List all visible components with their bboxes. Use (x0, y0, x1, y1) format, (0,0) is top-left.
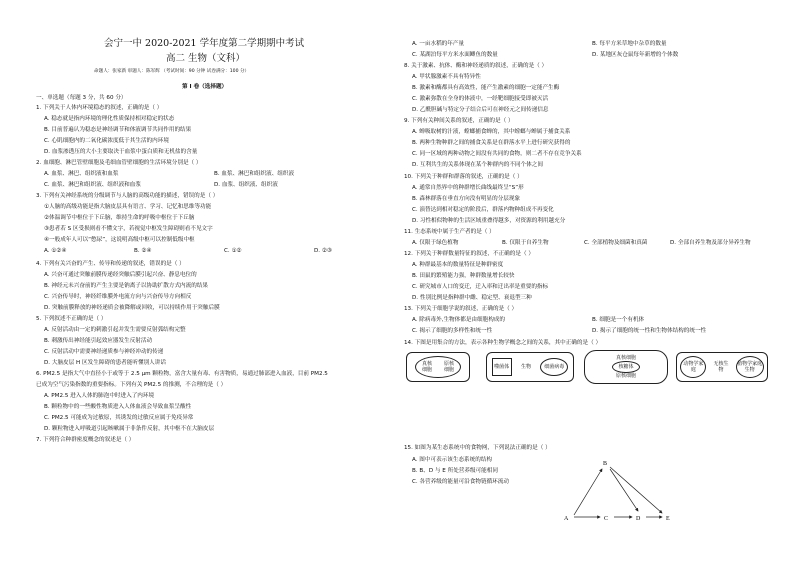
diagram-label: 生物 (520, 364, 531, 370)
option-text: C. 激素弥散在全身的体液中，一经靶细胞接受即被灭活 (412, 96, 549, 102)
question-text: 13. 下列关于细胞学说的叙述，正确的是（ ） (404, 306, 518, 312)
question-text: 12. 下列关于种群数量特征的叙述，不正确的是（ ） (404, 251, 534, 257)
option-text: D. 突触前膜释放的神经递质会被降解或回收，可以持续作用于突触后膜 (44, 305, 220, 311)
option-text: C. ①② (224, 248, 242, 254)
option-text: C. 各营养级的能量可沿食物链循环流动 (412, 479, 509, 485)
option-text: C. 揭示了细胞的多样性和统一性 (412, 328, 493, 334)
option-text: B. 田鼠的繁殖能力强，种群数量增长较快 (412, 273, 515, 279)
food-web-node: D (636, 516, 641, 522)
option-text: C. 同一区域的两种动物之间没有共同的食物，则二者不存在竞争关系 (412, 151, 582, 157)
option-text: D. ②③ (314, 248, 332, 254)
option-text: C. 全部植物及细菌和真菌 (584, 240, 648, 246)
option-text: C. 演替达到相对稳定的阶段后，群落内物种组成不再变化 (412, 207, 554, 213)
option-text: A. 种群最基本的数量特征是种群密度 (412, 262, 504, 268)
set-diagram-d (676, 352, 768, 382)
option-text: D. 揭示了细胞的统一性和生物体结构的统一性 (592, 328, 707, 334)
question-text: 9. 下列有关种间关系的叙述，正确的是（ ） (404, 118, 514, 124)
food-web-arrow (610, 467, 662, 513)
option-text: B. 颗粒物中的一些酸性物质进入人体血液会导致血浆呈酸性 (44, 404, 192, 410)
food-web-arrow (610, 469, 638, 511)
option-text: C. 反射活动中需要神经递质参与神经冲动的传递 (44, 349, 164, 355)
option-text: D. 全部自养生物及部分异养生物 (670, 240, 751, 246)
option-text: A. 兴奋可通过突触前膜传递经突触后膜引起兴奋、静息电位的 (44, 272, 197, 278)
diagram-label: 动物学家庭 (680, 356, 706, 378)
question-text: 15. 如图为某生态系统中的食物网，下列说法正确的是（ ） (404, 445, 551, 451)
food-web-node: A (564, 516, 569, 522)
option-text: D. 大脑皮层 H 区发生障碍的患者能听懂别人讲话 (44, 360, 166, 366)
statement-text: ②体温调节中枢位于下丘脑，维持生命的呼吸中枢位于下丘脑 (44, 215, 195, 221)
option-text: A. 除病毒外,生物体都是由细胞构成的 (412, 317, 505, 323)
option-text: A. 仅限于绿色植物 (412, 240, 459, 246)
option-text: B. 激素和酶都具有高效性，能产生激素的细胞一定能产生酶 (412, 85, 560, 91)
question-text: 14. 下图是用集合的方法，表示各种生物学概念之间的关系，其中正确的是（ ） (404, 340, 602, 346)
option-text: D. 某地区灰仓鼠每年新增的个体数 (592, 52, 679, 58)
option-text: A. 反射活动由一定的刺激引起并发生需要反射弧结构完整 (44, 327, 186, 333)
option-text: B. 神经元未兴奋前的产生主要是钠离子以协助扩散方式内流的结果 (44, 283, 209, 289)
question-text: 一、单选题（每题 3 分，共 60 分） (36, 95, 127, 101)
option-text: D. 乙酰胆碱与特定分子结合后可在神经元之间传递信息 (412, 107, 549, 113)
question-text: 10. 下列关于种群和群落的叙述，正确的是（ ） (404, 174, 523, 180)
option-text: B. B、D 与 E 所处营养级可能相同 (412, 468, 498, 474)
option-text: C. 某湖泊每平方米水面鲫鱼的数量 (412, 52, 498, 58)
option-text: C. 研究城市人口的变迁，迁入率和迁出率是重要的指标 (412, 284, 549, 290)
diagram-label: 噬菌体 (492, 358, 512, 376)
question-text: 7. 下列符合种群密度概念的叙述是（ ） (36, 437, 135, 443)
option-text: D. 血浆、组织液、组织液 (214, 182, 278, 188)
question-text: 8. 关于激素、抗体、酶和神经递质的叙述，正确的是（ ） (404, 63, 548, 69)
option-text: B. 森林群落在垂直方向没有明显的分层现象 (412, 196, 521, 202)
option-text: B. 两种生物种群之间的捕食关系是在群落水平上进行研究获得的 (412, 140, 571, 146)
option-text: D. 性别比例是指种群中雌、稳定型、衰退型三种 (412, 295, 532, 301)
option-text: C. 血浆、淋巴和组织液、组织液和血浆 (44, 182, 141, 188)
option-text: A. 稳态就是指内环境的理化性质保持相对稳定的状态 (44, 116, 175, 122)
statement-text: ③患者若 S 区受损则看不懂文字，若视觉中枢发生障碍则看不见文字 (44, 226, 213, 232)
diagram-label: 植物学家庭生物 (736, 356, 764, 378)
option-text: B. 细胞是一个有机体 (592, 317, 645, 323)
option-text: C. 兴奋传导时，神经纤维膜外电流方向与兴奋传导方向相反 (44, 294, 192, 300)
option-text: A. 一亩水稻的年产量 (412, 41, 465, 47)
question-text: 11. 生态系统中属于生产者的是（ ） (404, 229, 495, 235)
question-text: 4. 下列有关兴奋的产生、传导和传递的叙述，错误的是（ ） (36, 261, 185, 267)
option-text: A. 图中可表示该生态系统的结构 (412, 457, 493, 463)
exam-subtitle: 高二 生物（文科） (166, 53, 246, 64)
set-diagram-a (406, 352, 470, 382)
option-text: D. 互利共生的关系体现在某个种群内的不同个体之间 (412, 162, 543, 168)
exam-meta: 命题人：张家新 审题人：陈军辉 （考试时间：90 分钟 试卷满分：100 分） (94, 69, 250, 74)
diagram-label: 细菌病毒 (540, 358, 568, 376)
food-web-diagram (562, 455, 674, 525)
diagram-label: 原核细胞 (615, 373, 636, 379)
diagram-label: 核糖体 (612, 361, 640, 373)
option-text: D. 习性相似物种的生活区域重叠得越多，对资源的利用越充分 (412, 218, 566, 224)
option-text: A. 通常自然界中的种群增长曲线最终呈“S”形 (412, 185, 524, 191)
option-text: B. 每平方米草地中杂草的数量 (592, 41, 667, 47)
option-text: D. 颗粒物进入呼吸道引起咳嗽属于非条件反射，其中枢不在大脑皮层 (44, 426, 215, 432)
question-text: 5. 下列叙述不正确的是（ ） (36, 316, 107, 322)
option-text: A. 蝉吸取树的汁液，螳螂捕食蝉的，其中螳螂与蝉属于捕食关系 (412, 129, 571, 135)
food-web-arrow (574, 469, 602, 515)
diagram-label: 真核细胞 (421, 361, 432, 373)
statement-text: ④一般成年人可以“憋尿”，这说明高级中枢可以控制低级中枢 (44, 237, 195, 243)
diagram-label: 原核细胞 (443, 361, 454, 373)
option-text: B. 刺激传出神经能引起效应器发生反射活动 (44, 338, 153, 344)
option-text: C. PM2.5 可能成为过敏原，其诱发的过敏反应属于免疫异常 (44, 415, 194, 421)
exam-title: 会宁一中 2020-2021 学年度第二学期期中考试 (104, 38, 305, 49)
food-web-node: E (666, 516, 670, 522)
option-text: A. 血浆、淋巴、组织液和血浆 (44, 171, 119, 177)
food-web-node: C (604, 516, 609, 522)
question-text: 2. 血细胞、淋巴管壁细胞及毛细血管壁细胞的生活环境分别是（ ） (36, 160, 202, 166)
question-text: 1. 下列关于人体内环境稳态的叙述，正确的是（ ） (36, 105, 163, 111)
question-text: 已成为空气污染指数的重要指标。下列有关 PM2.5 的推测，不合理的是（ ） (36, 382, 227, 388)
option-text: A. ①②④ (44, 248, 67, 254)
option-text: A. PM2.5 进入人体的肺泡中时进入了内环境 (44, 393, 155, 399)
option-text: B. 目前普遍认为稳态是神经调节和体液调节共同作用的结果 (44, 127, 192, 133)
set-diagram-c (584, 350, 668, 384)
food-web-node: B (603, 461, 608, 467)
set-diagram-b (486, 352, 574, 382)
question-text: 3. 下列有关神经系统的分级调节与人脑的高级功能的描述，错误的是（ ） (36, 193, 219, 199)
question-text: 6. PM2.5 是指大气中直径小于或等于 2.5 μm 颗粒物，富含大量有毒、有害物质，易通过肺部进入血液，目前 PM2.5 (36, 371, 328, 377)
option-text: B. 血浆、淋巴和组织液、组织液 (214, 171, 295, 177)
option-text: B. ②④ (134, 248, 152, 254)
statement-text: ①人脑的高级功能是指大脑皮层具有语言、学习、记忆和思维等功能 (44, 204, 212, 210)
option-text: C. 心肌细胞内的二氧化碳浓度低于其生活的内环境 (44, 138, 169, 144)
option-text: B. 仅限于自养生物 (502, 240, 549, 246)
part-title: 第 I 卷（选择题） (182, 84, 228, 90)
diagram-label: 无核生物 (713, 361, 729, 373)
option-text: A. 甲状腺激素不具有特异性 (412, 74, 481, 80)
diagram-label: 真核细胞 (615, 355, 636, 361)
option-text: D. 血浆渗透压的大小主要取决于血浆中蛋白质和无机盐的含量 (44, 149, 198, 155)
